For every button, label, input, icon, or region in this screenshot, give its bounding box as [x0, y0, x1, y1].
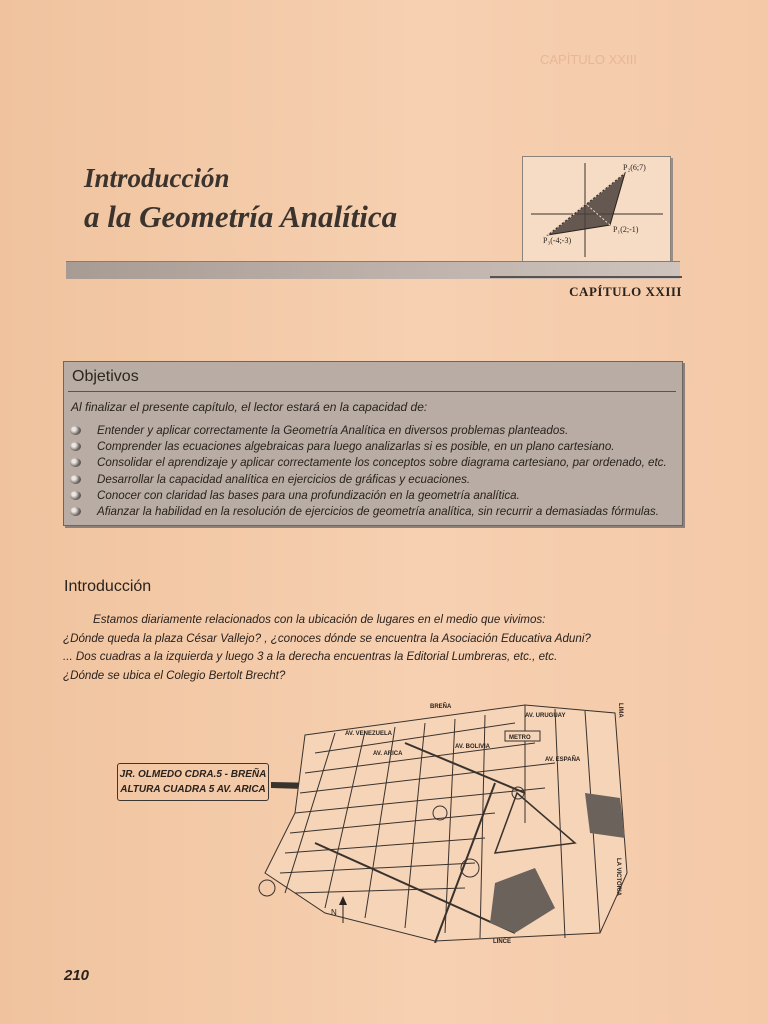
objectives-intro: Al finalizar el presente capítulo, el lector estará en la capacidad de: — [71, 400, 428, 414]
coordinate-figure — [522, 156, 671, 262]
callout-line2: ALTURA CUADRA 5 AV. ARICA — [120, 784, 266, 795]
objectives-rule — [68, 391, 676, 392]
map-label-venezuela: AV. VENEZUELA — [345, 731, 393, 737]
point-p2-label: P₂(6;7) — [623, 163, 646, 172]
street-map — [255, 693, 630, 943]
chapter-title-line2: a la Geometría Analítica — [84, 199, 398, 234]
title-banner-rule — [490, 276, 682, 278]
chapter-title-line1: Introducción — [84, 163, 230, 193]
intro-line: ... Dos cuadras a la izquierda y luego 3 a la derecha encuentras la Editorial Lumbreras, etc., etc. — [63, 650, 558, 663]
map-label-uruguay: AV. URUGUAY — [525, 713, 566, 719]
bullet-icon — [70, 458, 81, 467]
map-label-lince: LINCE — [493, 939, 511, 943]
bullet-icon — [70, 491, 81, 500]
map-label-la-victoria: LA VICTORIA — [615, 858, 621, 897]
introduction-heading: Introducción — [64, 578, 152, 595]
point-p3-label: P₃(-4;-3) — [543, 236, 572, 245]
bullet-icon — [70, 507, 81, 516]
map-label-brena: BREÑA — [430, 704, 452, 710]
intro-line: Estamos diariamente relacionados con la ubicación de lugares en el medio que vivimos: — [93, 613, 546, 626]
north-label: N — [331, 908, 337, 917]
objective-item: Consolidar el aprendizaje y aplicar correctamente los conceptos sobre diagrama cartesiano, par ordenado, etc. — [70, 455, 667, 471]
bullet-icon — [70, 426, 81, 435]
objectives-box — [63, 361, 683, 526]
objectives-list — [70, 422, 667, 520]
bullet-icon — [70, 442, 81, 451]
objective-item: Entender y aplicar correctamente la Geometría Analítica en diversos problemas planteados. — [70, 422, 667, 438]
map-label-espana: AV. ESPAÑA — [545, 757, 581, 763]
objective-item: Comprender las ecuaciones algebraicas para luego analizarlas si es posible, en un plano cartesiano. — [70, 438, 667, 454]
intro-line: ¿Dónde queda la plaza César Vallejo? , ¿conoces dónde se encuentra la Asociación Educativa Aduni? — [63, 631, 591, 645]
map-label-arica: AV. ARICA — [373, 751, 403, 757]
map-label-bolivia: AV. BOLIVIA — [455, 744, 491, 750]
map-callout — [117, 763, 269, 801]
map-label-metro: METRO — [509, 735, 531, 741]
callout-line1: JR. OLMEDO CDRA.5 - BREÑA — [119, 769, 267, 780]
page-number: 210 — [64, 967, 90, 984]
introduction-paragraph — [63, 611, 591, 685]
point-p1-label: P₁(2;-1) — [613, 225, 639, 234]
objectives-heading: Objetivos — [72, 368, 139, 385]
intro-line: ¿Dónde se ubica el Colegio Bertolt Brecht? — [63, 668, 286, 682]
objective-item: Afianzar la habilidad en la resolución de ejercicios de geometría analítica, sin recurrir a demasiadas fórmulas. — [70, 503, 667, 519]
objective-item: Desarrollar la capacidad analítica en ejercicios de gráficas y ecuaciones. — [70, 471, 667, 487]
chapter-label: CAPÍTULO XXIII — [569, 284, 682, 299]
objective-item: Conocer con claridad las bases para una profundización en la geometría analítica. — [70, 487, 667, 503]
map-label-lima: LIMA — [617, 703, 623, 718]
cartesian-plane-svg — [523, 157, 670, 261]
bullet-icon — [70, 475, 81, 484]
bleed-through-text: CAPÍTULO XXIII — [540, 52, 637, 67]
